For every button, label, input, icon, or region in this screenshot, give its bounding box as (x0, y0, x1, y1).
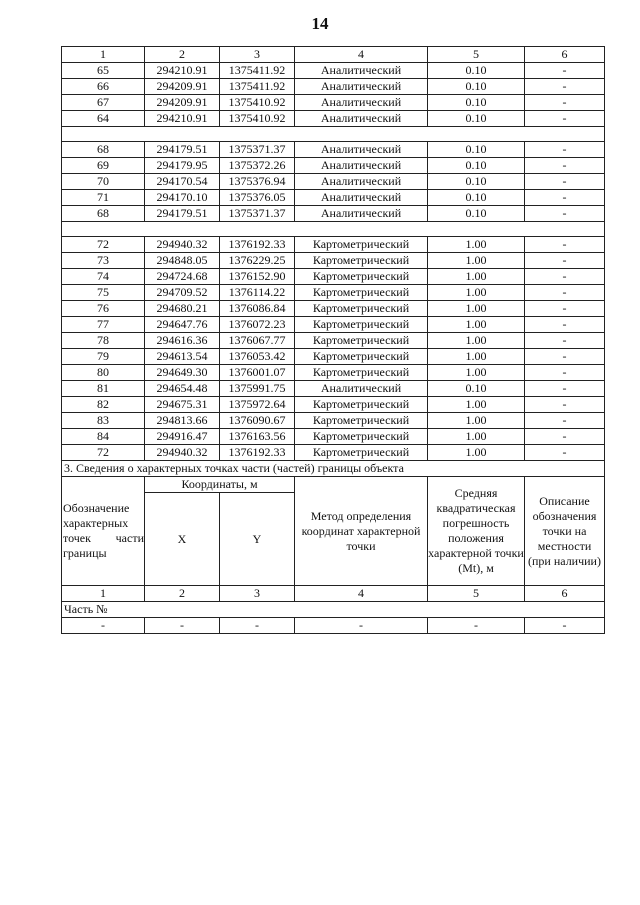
section3-header-row (62, 477, 605, 493)
point-number-cell: 66 (62, 79, 145, 95)
point-number-cell: 75 (62, 285, 145, 301)
description-cell: - (525, 301, 605, 317)
coord-y-cell: 1375371.37 (220, 206, 295, 222)
point-number-cell: 68 (62, 142, 145, 158)
method-cell: Картометрический (295, 269, 428, 285)
coord-y-cell: 1376229.25 (220, 253, 295, 269)
method-cell: Аналитический (295, 174, 428, 190)
group-separator (62, 222, 605, 237)
coord-y-cell: 1376163.56 (220, 429, 295, 445)
description-cell: - (525, 349, 605, 365)
error-cell: 1.00 (428, 317, 525, 333)
point-number-cell: 70 (62, 174, 145, 190)
method-cell: Аналитический (295, 63, 428, 79)
description-cell: - (525, 111, 605, 127)
error-cell: 0.10 (428, 142, 525, 158)
header-coordinates: Координаты, м (145, 477, 295, 493)
table-cell: - (220, 618, 295, 634)
error-cell: 1.00 (428, 413, 525, 429)
table-row (62, 285, 605, 301)
error-cell: 1.00 (428, 365, 525, 381)
coord-y-cell: 1376090.67 (220, 413, 295, 429)
coord-x-cell: 294179.95 (145, 158, 220, 174)
header-y: Y (220, 493, 295, 586)
point-number-cell: 74 (62, 269, 145, 285)
method-cell: Картометрический (295, 397, 428, 413)
description-cell: - (525, 413, 605, 429)
section3-title-row (62, 461, 605, 477)
boundary-points-table (61, 46, 605, 634)
description-cell: - (525, 63, 605, 79)
column-number: 5 (428, 586, 525, 602)
coord-x-cell: 294613.54 (145, 349, 220, 365)
table-row (62, 397, 605, 413)
point-number-cell: 78 (62, 333, 145, 349)
point-number-cell: 79 (62, 349, 145, 365)
coord-x-cell: 294940.32 (145, 445, 220, 461)
table-row (62, 381, 605, 397)
table-row (62, 349, 605, 365)
description-cell: - (525, 174, 605, 190)
method-cell: Аналитический (295, 111, 428, 127)
header-point-designation: Обозначение характерных точек части границы (62, 477, 145, 586)
coord-y-cell: 1375972.64 (220, 397, 295, 413)
description-cell: - (525, 158, 605, 174)
point-number-cell: 77 (62, 317, 145, 333)
column-number: 6 (525, 586, 605, 602)
coord-x-cell: 294649.30 (145, 365, 220, 381)
description-cell: - (525, 365, 605, 381)
method-cell: Картометрический (295, 237, 428, 253)
description-cell: - (525, 381, 605, 397)
table-row (62, 317, 605, 333)
coord-x-cell: 294170.54 (145, 174, 220, 190)
table-row (62, 365, 605, 381)
coord-y-cell: 1375411.92 (220, 63, 295, 79)
table-row (62, 206, 605, 222)
coord-y-cell: 1376086.84 (220, 301, 295, 317)
description-cell: - (525, 397, 605, 413)
error-cell: 1.00 (428, 429, 525, 445)
method-cell: Картометрический (295, 285, 428, 301)
description-cell: - (525, 253, 605, 269)
method-cell: Аналитический (295, 158, 428, 174)
coord-x-cell: 294654.48 (145, 381, 220, 397)
coord-x-cell: 294709.52 (145, 285, 220, 301)
group-separator-row (62, 127, 605, 142)
column-number-row (62, 47, 605, 63)
point-number-cell: 81 (62, 381, 145, 397)
coord-y-cell: 1376072.23 (220, 317, 295, 333)
coord-x-cell: 294848.05 (145, 253, 220, 269)
point-number-cell: 73 (62, 253, 145, 269)
method-cell: Картометрический (295, 413, 428, 429)
page-number: 14 (311, 14, 329, 33)
error-cell: 1.00 (428, 285, 525, 301)
error-cell: 0.10 (428, 79, 525, 95)
error-cell: 0.10 (428, 95, 525, 111)
coord-y-cell: 1376152.90 (220, 269, 295, 285)
group-separator-row (62, 222, 605, 237)
method-cell: Аналитический (295, 381, 428, 397)
point-number-cell: 83 (62, 413, 145, 429)
table-cell: - (428, 618, 525, 634)
header-error: Средняя квадратическая погрешность положения характерной точки (Mt), м (428, 477, 525, 586)
method-cell: Картометрический (295, 253, 428, 269)
point-number-cell: 80 (62, 365, 145, 381)
method-cell: Картометрический (295, 429, 428, 445)
error-cell: 1.00 (428, 269, 525, 285)
table-row (62, 174, 605, 190)
description-cell: - (525, 190, 605, 206)
method-cell: Аналитический (295, 79, 428, 95)
error-cell: 1.00 (428, 333, 525, 349)
table-row (62, 79, 605, 95)
coord-y-cell: 1375376.94 (220, 174, 295, 190)
part-empty-row (62, 618, 605, 634)
coord-x-cell: 294179.51 (145, 142, 220, 158)
coord-y-cell: 1375410.92 (220, 95, 295, 111)
coord-x-cell: 294209.91 (145, 79, 220, 95)
table-row (62, 142, 605, 158)
description-cell: - (525, 317, 605, 333)
description-cell: - (525, 333, 605, 349)
description-cell: - (525, 95, 605, 111)
coord-y-cell: 1375411.92 (220, 79, 295, 95)
coord-y-cell: 1375376.05 (220, 190, 295, 206)
coord-y-cell: 1376192.33 (220, 237, 295, 253)
point-number-cell: 69 (62, 158, 145, 174)
point-number-cell: 65 (62, 63, 145, 79)
description-cell: - (525, 445, 605, 461)
coord-x-cell: 294813.66 (145, 413, 220, 429)
point-number-cell: 82 (62, 397, 145, 413)
error-cell: 0.10 (428, 190, 525, 206)
table-row (62, 413, 605, 429)
description-cell: - (525, 429, 605, 445)
point-number-cell: 71 (62, 190, 145, 206)
method-cell: Картометрический (295, 317, 428, 333)
table-row (62, 269, 605, 285)
description-cell: - (525, 79, 605, 95)
method-cell: Аналитический (295, 206, 428, 222)
column-number: 2 (145, 47, 220, 63)
point-number-cell: 72 (62, 237, 145, 253)
table-cell: - (295, 618, 428, 634)
error-cell: 1.00 (428, 301, 525, 317)
coord-x-cell: 294675.31 (145, 397, 220, 413)
coord-x-cell: 294170.10 (145, 190, 220, 206)
error-cell: 0.10 (428, 63, 525, 79)
coord-x-cell: 294940.32 (145, 237, 220, 253)
coord-y-cell: 1376001.07 (220, 365, 295, 381)
point-number-cell: 68 (62, 206, 145, 222)
coord-x-cell: 294209.91 (145, 95, 220, 111)
error-cell: 0.10 (428, 158, 525, 174)
point-number-cell: 67 (62, 95, 145, 111)
table-row (62, 253, 605, 269)
table-row (62, 95, 605, 111)
coord-y-cell: 1375991.75 (220, 381, 295, 397)
point-number-cell: 64 (62, 111, 145, 127)
method-cell: Картометрический (295, 333, 428, 349)
section3-number-row (62, 586, 605, 602)
column-number: 3 (220, 586, 295, 602)
table-row (62, 445, 605, 461)
column-number: 3 (220, 47, 295, 63)
table-row (62, 190, 605, 206)
point-number-cell: 76 (62, 301, 145, 317)
header-method: Метод определения координат характерной точки (295, 477, 428, 586)
column-number: 6 (525, 47, 605, 63)
column-number: 4 (295, 47, 428, 63)
description-cell: - (525, 206, 605, 222)
description-cell: - (525, 237, 605, 253)
table-row (62, 158, 605, 174)
method-cell: Картометрический (295, 349, 428, 365)
error-cell: 1.00 (428, 349, 525, 365)
description-cell: - (525, 142, 605, 158)
coord-x-cell: 294680.21 (145, 301, 220, 317)
column-number: 1 (62, 47, 145, 63)
description-cell: - (525, 285, 605, 301)
table-cell: - (62, 618, 145, 634)
column-number: 4 (295, 586, 428, 602)
coord-y-cell: 1376192.33 (220, 445, 295, 461)
error-cell: 0.10 (428, 381, 525, 397)
group-separator (62, 127, 605, 142)
coord-x-cell: 294210.91 (145, 111, 220, 127)
section3-title: 3. Сведения о характерных точках части (частей) границы объекта (62, 461, 605, 477)
table-row (62, 429, 605, 445)
coord-y-cell: 1376114.22 (220, 285, 295, 301)
error-cell: 1.00 (428, 445, 525, 461)
coord-x-cell: 294647.76 (145, 317, 220, 333)
method-cell: Аналитический (295, 95, 428, 111)
table-row (62, 237, 605, 253)
header-x: X (145, 493, 220, 586)
table-row (62, 111, 605, 127)
header-description: Описание обозначения точки на местности (при наличии) (525, 477, 605, 586)
table-cell: - (525, 618, 605, 634)
coord-x-cell: 294179.51 (145, 206, 220, 222)
table-cell: - (145, 618, 220, 634)
error-cell: 0.10 (428, 111, 525, 127)
point-number-cell: 84 (62, 429, 145, 445)
error-cell: 0.10 (428, 174, 525, 190)
point-number-cell: 72 (62, 445, 145, 461)
coord-y-cell: 1375371.37 (220, 142, 295, 158)
coord-y-cell: 1375372.26 (220, 158, 295, 174)
method-cell: Картометрический (295, 365, 428, 381)
method-cell: Аналитический (295, 190, 428, 206)
method-cell: Картометрический (295, 445, 428, 461)
coord-y-cell: 1375410.92 (220, 111, 295, 127)
coord-x-cell: 294724.68 (145, 269, 220, 285)
column-number: 2 (145, 586, 220, 602)
error-cell: 0.10 (428, 206, 525, 222)
coord-x-cell: 294210.91 (145, 63, 220, 79)
part-label-row (62, 602, 605, 618)
error-cell: 1.00 (428, 397, 525, 413)
table-row (62, 301, 605, 317)
error-cell: 1.00 (428, 253, 525, 269)
coord-x-cell: 294916.47 (145, 429, 220, 445)
coord-y-cell: 1376067.77 (220, 333, 295, 349)
description-cell: - (525, 269, 605, 285)
table-row (62, 333, 605, 349)
table-row (62, 63, 605, 79)
error-cell: 1.00 (428, 237, 525, 253)
part-label: Часть № (62, 602, 605, 618)
column-number: 5 (428, 47, 525, 63)
method-cell: Аналитический (295, 142, 428, 158)
method-cell: Картометрический (295, 301, 428, 317)
coord-y-cell: 1376053.42 (220, 349, 295, 365)
coord-x-cell: 294616.36 (145, 333, 220, 349)
column-number: 1 (62, 586, 145, 602)
